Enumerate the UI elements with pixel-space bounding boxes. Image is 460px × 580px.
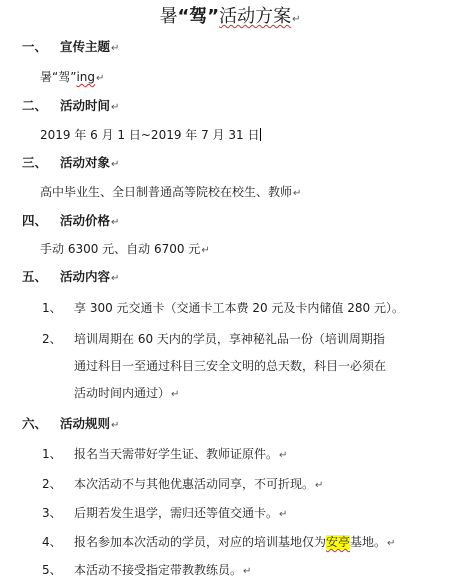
section-number: 六、 xyxy=(22,416,48,431)
list-number: 4、 xyxy=(42,535,62,549)
body-text: 暑“驾” xyxy=(40,70,77,84)
paragraph-mark-icon: ↵ xyxy=(96,73,105,84)
list-text: 通过科目一至通过科目三安全文明的总天数，科目一必须在 xyxy=(74,359,387,373)
list-text: 活动时间内通过） xyxy=(74,386,171,400)
section-number: 二、 xyxy=(22,98,48,113)
section-number: 三、 xyxy=(22,155,48,170)
section-body-1 xyxy=(40,69,104,87)
body-text: 手动 6300 元、自动 6700 元 xyxy=(40,242,201,256)
list-text: 报名参加本次活动的学员，对应的培训基地仅为 xyxy=(74,535,327,549)
paragraph-mark-icon: ↵ xyxy=(315,480,324,491)
body-text-spellcheck: ing xyxy=(76,70,95,84)
paragraph-mark-icon: ↵ xyxy=(111,102,120,113)
text-cursor xyxy=(260,128,261,141)
list-text: 本活动不接受指定带教教练员。 xyxy=(74,563,243,577)
body-text: 高中毕业生、全日制普通高等院校在校生、教师 xyxy=(40,185,293,199)
section-body-3 xyxy=(40,184,301,202)
list-text: 后期若发生退学，需归还等值交通卡。 xyxy=(74,506,279,520)
title-text-pre: 暑 xyxy=(159,6,178,27)
list-number: 1、 xyxy=(42,447,62,461)
section-title: 活动对象 xyxy=(60,155,111,170)
list-text: 报名当天需带好学生证、教师证原件。 xyxy=(74,447,279,461)
section-body-2[interactable] xyxy=(40,127,261,143)
paragraph-mark-icon: ↵ xyxy=(111,420,120,431)
section-number: 四、 xyxy=(22,213,48,228)
section-title: 宣传主题 xyxy=(60,39,111,54)
paragraph-mark-icon: ↵ xyxy=(111,159,120,170)
paragraph-mark-icon: ↵ xyxy=(171,389,180,400)
title-text-post: 活动方案 xyxy=(219,6,292,27)
section-title: 活动规则 xyxy=(60,416,111,431)
section-title: 活动时间 xyxy=(60,98,111,113)
list-text: 培训周期在 60 天内的学员，享神秘礼品一份（培训周期指 xyxy=(74,332,385,346)
list-text: 享 300 元交通卡（交通卡工本费 20 元及卡内储值 280 元）。 xyxy=(74,301,404,315)
title-quote: “驾” xyxy=(177,6,220,27)
list-text: 本次活动不与其他优惠活动同享，不可折现。 xyxy=(74,477,315,491)
list-number: 5、 xyxy=(42,563,62,577)
paragraph-mark-icon: ↵ xyxy=(201,245,210,256)
paragraph-mark-icon: ↵ xyxy=(387,538,396,549)
paragraph-mark-icon: ↵ xyxy=(292,14,301,25)
paragraph-mark-icon: ↵ xyxy=(243,566,252,577)
document-title xyxy=(0,4,460,33)
highlighted-text: 安亭 xyxy=(326,535,351,549)
body-text: 2019 年 6 月 1 日~2019 年 7 月 31 日 xyxy=(40,128,260,142)
list-number: 3、 xyxy=(42,506,62,520)
section-title: 活动价格 xyxy=(60,213,111,228)
paragraph-mark-icon: ↵ xyxy=(279,450,288,461)
paragraph-mark-icon: ↵ xyxy=(111,273,120,284)
paragraph-mark-icon: ↵ xyxy=(293,188,302,199)
list-number: 2、 xyxy=(42,332,62,346)
section-title: 活动内容 xyxy=(60,269,111,284)
paragraph-mark-icon: ↵ xyxy=(111,43,120,54)
paragraph-mark-icon: ↵ xyxy=(279,509,288,520)
section-number: 一、 xyxy=(22,39,48,54)
section-number: 五、 xyxy=(22,269,48,284)
section-body-4 xyxy=(40,241,210,259)
list-number: 2、 xyxy=(42,477,62,491)
list-number: 1、 xyxy=(42,301,62,315)
list-text: 基地。 xyxy=(350,535,387,549)
paragraph-mark-icon: ↵ xyxy=(111,217,120,228)
